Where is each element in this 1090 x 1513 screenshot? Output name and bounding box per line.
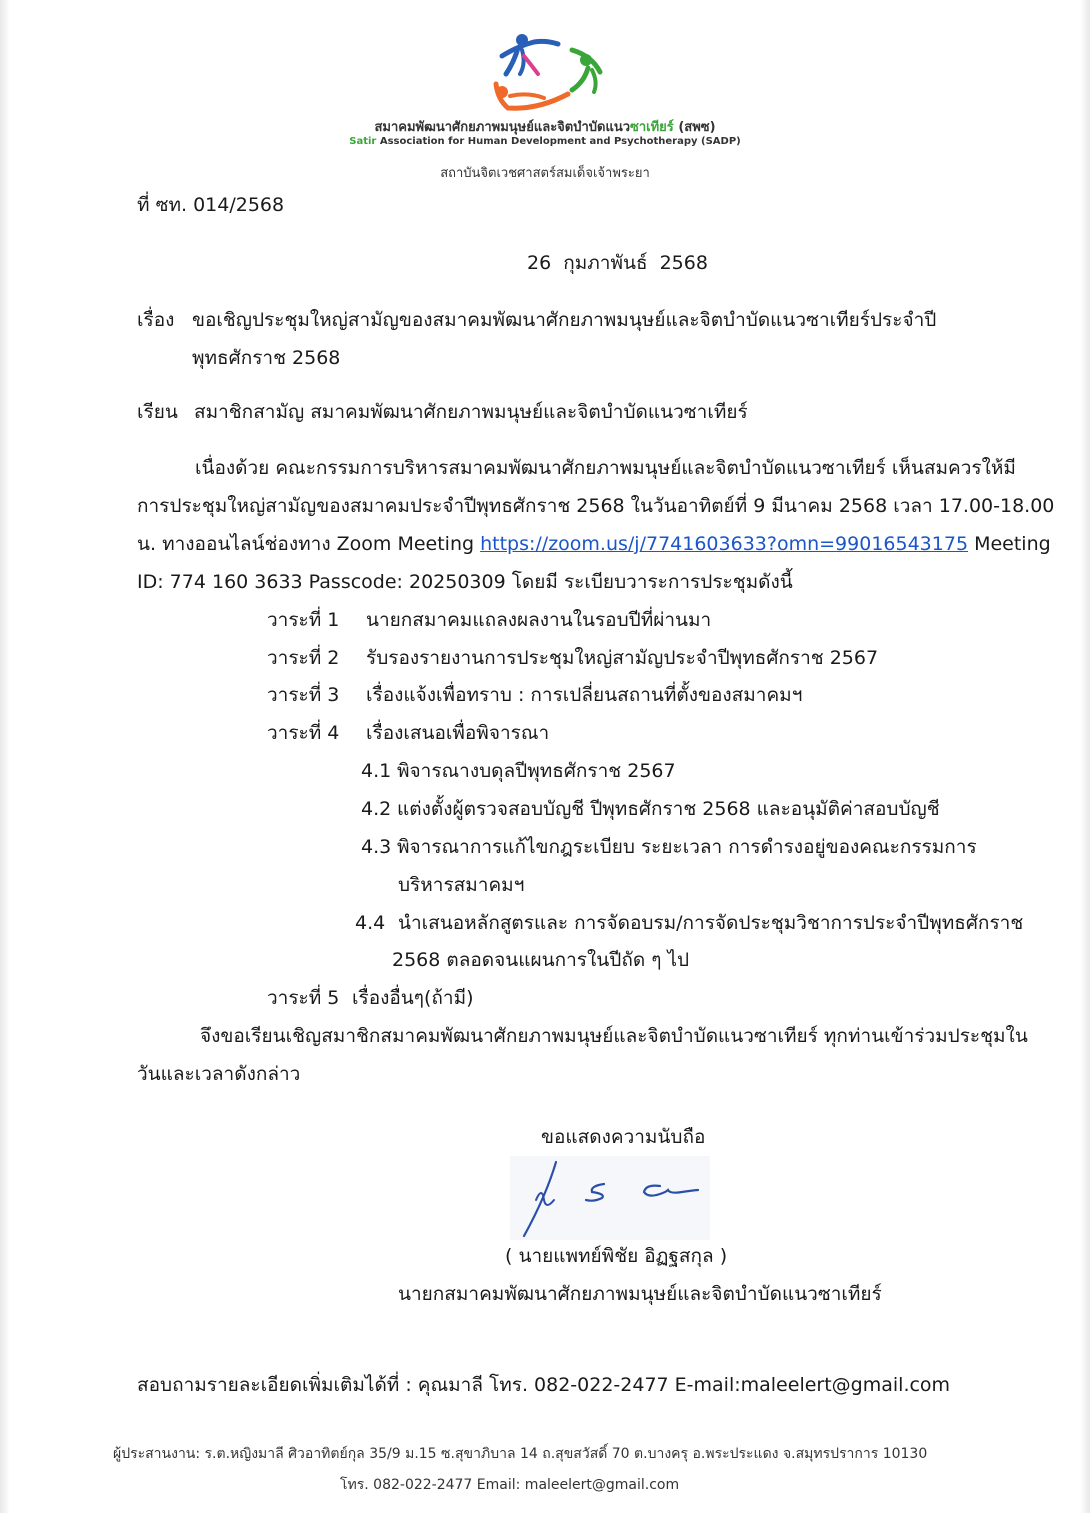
contact-info: สอบถามรายละเอียดเพิ่มเติมได้ที่ : คุณมาลี โทร. 082-022-2477 E-mail:maleelert@gmail.com xyxy=(137,1374,951,1396)
association-logo xyxy=(488,30,608,116)
paragraph-line-1: เนื่องด้วย คณะกรรมการบริหารสมาคมพัฒนาศักยภาพมนุษย์และจิตบำบัดแนวซาเทียร์ เห็นสมควรให้มี xyxy=(195,457,1016,479)
closing-line-1: จึงขอเรียนเชิญสมาชิกสมาคมพัฒนาศักยภาพมนุษย์และจิตบำบัดแนวซาเทียร์ ทุกท่านเข้าร่วมประชุมใน xyxy=(200,1025,1028,1047)
org-name-thai-abbr: (สพซ) xyxy=(678,120,716,135)
regards: ขอแสดงความนับถือ xyxy=(541,1126,706,1148)
org-name-english-accent: Satir xyxy=(349,136,377,147)
org-name-english xyxy=(0,136,1090,147)
subject-line-1: ขอเชิญประชุมใหญ่สามัญของสมาคมพัฒนาศักยภาพมนุษย์และจิตบำบัดแนวซาเทียร์ประจำปี xyxy=(192,309,937,331)
document-number: ที่ ซท. 014/2568 xyxy=(137,194,285,216)
agenda-label: วาระที่ 5 xyxy=(267,987,340,1009)
page-edge-left xyxy=(0,0,10,1513)
document-date: 26 กุมภาพันธ์ 2568 xyxy=(527,252,708,274)
page-edge-right xyxy=(1080,0,1090,1513)
agenda-label: วาระที่ 3 xyxy=(267,684,340,706)
sub-item: แต่งตั้งผู้ตรวจสอบบัญชี ปีพุทธศักราช 2568 และอนุมัติค่าสอบบัญชี xyxy=(397,798,940,820)
sub-item-continuation: บริหารสมาคมฯ xyxy=(398,874,525,896)
footer-address: ผู้ประสานงาน: ร.ต.หญิงมาลี ศิวอาทิตย์กุล 35/9 ม.15 ซ.สุขาภิบาล 14 ถ.สุขสวัสดิ์ 70 ต.บางครุ อ.พระประแดง จ.สมุทรปราการ 10130 xyxy=(113,1446,928,1462)
sub-item-number: 4.4 xyxy=(355,912,386,934)
agenda-item: เรื่องเสนอเพื่อพิจารณา xyxy=(366,722,550,744)
sub-item-number: 4.1 xyxy=(361,760,392,782)
closing-line-2: วันและเวลาดังกล่าว xyxy=(137,1063,301,1085)
agenda-item: นายกสมาคมแถลงผลงานในรอบปีที่ผ่านมา xyxy=(366,609,712,631)
sub-item-continuation: 2568 ตลอดจนแผนการในปีถัด ๆ ไป xyxy=(392,949,690,971)
recipient-label: เรียน xyxy=(137,401,178,423)
sub-item: พิจารณาการแก้ไขกฎระเบียบ ระยะเวลา การดำรงอยู่ของคณะกรรมการ xyxy=(397,836,977,858)
subject-line-2: พุทธศักราช 2568 xyxy=(192,347,341,369)
signer-name: ( นายแพทย์พิชัย อิฏฐสกุล ) xyxy=(505,1245,728,1267)
paragraph-line-4: ID: 774 160 3633 Passcode: 20250309 โดยมี ระเบียบวาระการประชุมดังนี้ xyxy=(137,571,793,593)
footer-contact: โทร. 082-022-2477 Email: maleelert@gmail.com xyxy=(340,1477,680,1493)
org-name-thai xyxy=(0,116,1090,137)
org-name-english-rest: Association for Human Development and Psychotherapy (SADP) xyxy=(379,136,741,147)
sub-item-number: 4.2 xyxy=(361,798,392,820)
agenda-label: วาระที่ 2 xyxy=(267,647,340,669)
sub-item-number: 4.3 xyxy=(361,836,392,858)
agenda-label: วาระที่ 1 xyxy=(267,609,340,631)
recipient: สมาชิกสามัญ สมาคมพัฒนาศักยภาพมนุษย์และจิตบำบัดแนวซาเทียร์ xyxy=(194,401,748,423)
org-location: สถาบันจิตเวชศาสตร์สมเด็จเจ้าพระยา xyxy=(440,166,650,181)
agenda-item: เรื่องแจ้งเพื่อทราบ : การเปลี่ยนสถานที่ตั้งของสมาคมฯ xyxy=(366,684,803,706)
paragraph-line-2: การประชุมใหญ่สามัญของสมาคมประจำปีพุทธศักราช 2568 ในวันอาทิตย์ที่ 9 มีนาคม 2568 เวลา 17.00-18.00 xyxy=(137,495,1055,517)
agenda-label: วาระที่ 4 xyxy=(267,722,340,744)
paragraph-line-3 xyxy=(137,525,1051,563)
paragraph-line-3-suffix: Meeting xyxy=(968,533,1051,555)
agenda-item: รับรองรายงานการประชุมใหญ่สามัญประจำปีพุทธศักราช 2567 xyxy=(366,647,879,669)
subject-label: เรื่อง xyxy=(137,309,175,331)
paragraph-line-3-prefix: น. ทางออนไลน์ช่องทาง Zoom Meeting xyxy=(137,533,481,555)
signer-title: นายกสมาคมพัฒนาศักยภาพมนุษย์และจิตบำบัดแนวซาเทียร์ xyxy=(398,1283,882,1305)
signature-image xyxy=(510,1156,710,1240)
org-name-thai-main: สมาคมพัฒนาศักยภาพมนุษย์และจิตบำบัดแนว xyxy=(374,120,631,135)
agenda-item: เรื่องอื่นๆ(ถ้ามี) xyxy=(352,987,474,1009)
org-name-thai-accent: ซาเทียร์ xyxy=(630,120,674,135)
zoom-meeting-link[interactable]: https://zoom.us/j/7741603633?omn=99016543175 xyxy=(480,533,969,555)
sub-item: นำเสนอหลักสูตรและ การจัดอบรม/การจัดประชุมวิชาการประจำปีพุทธศักราช xyxy=(398,912,1024,934)
sub-item: พิจารณางบดุลปีพุทธศักราช 2567 xyxy=(397,760,676,782)
